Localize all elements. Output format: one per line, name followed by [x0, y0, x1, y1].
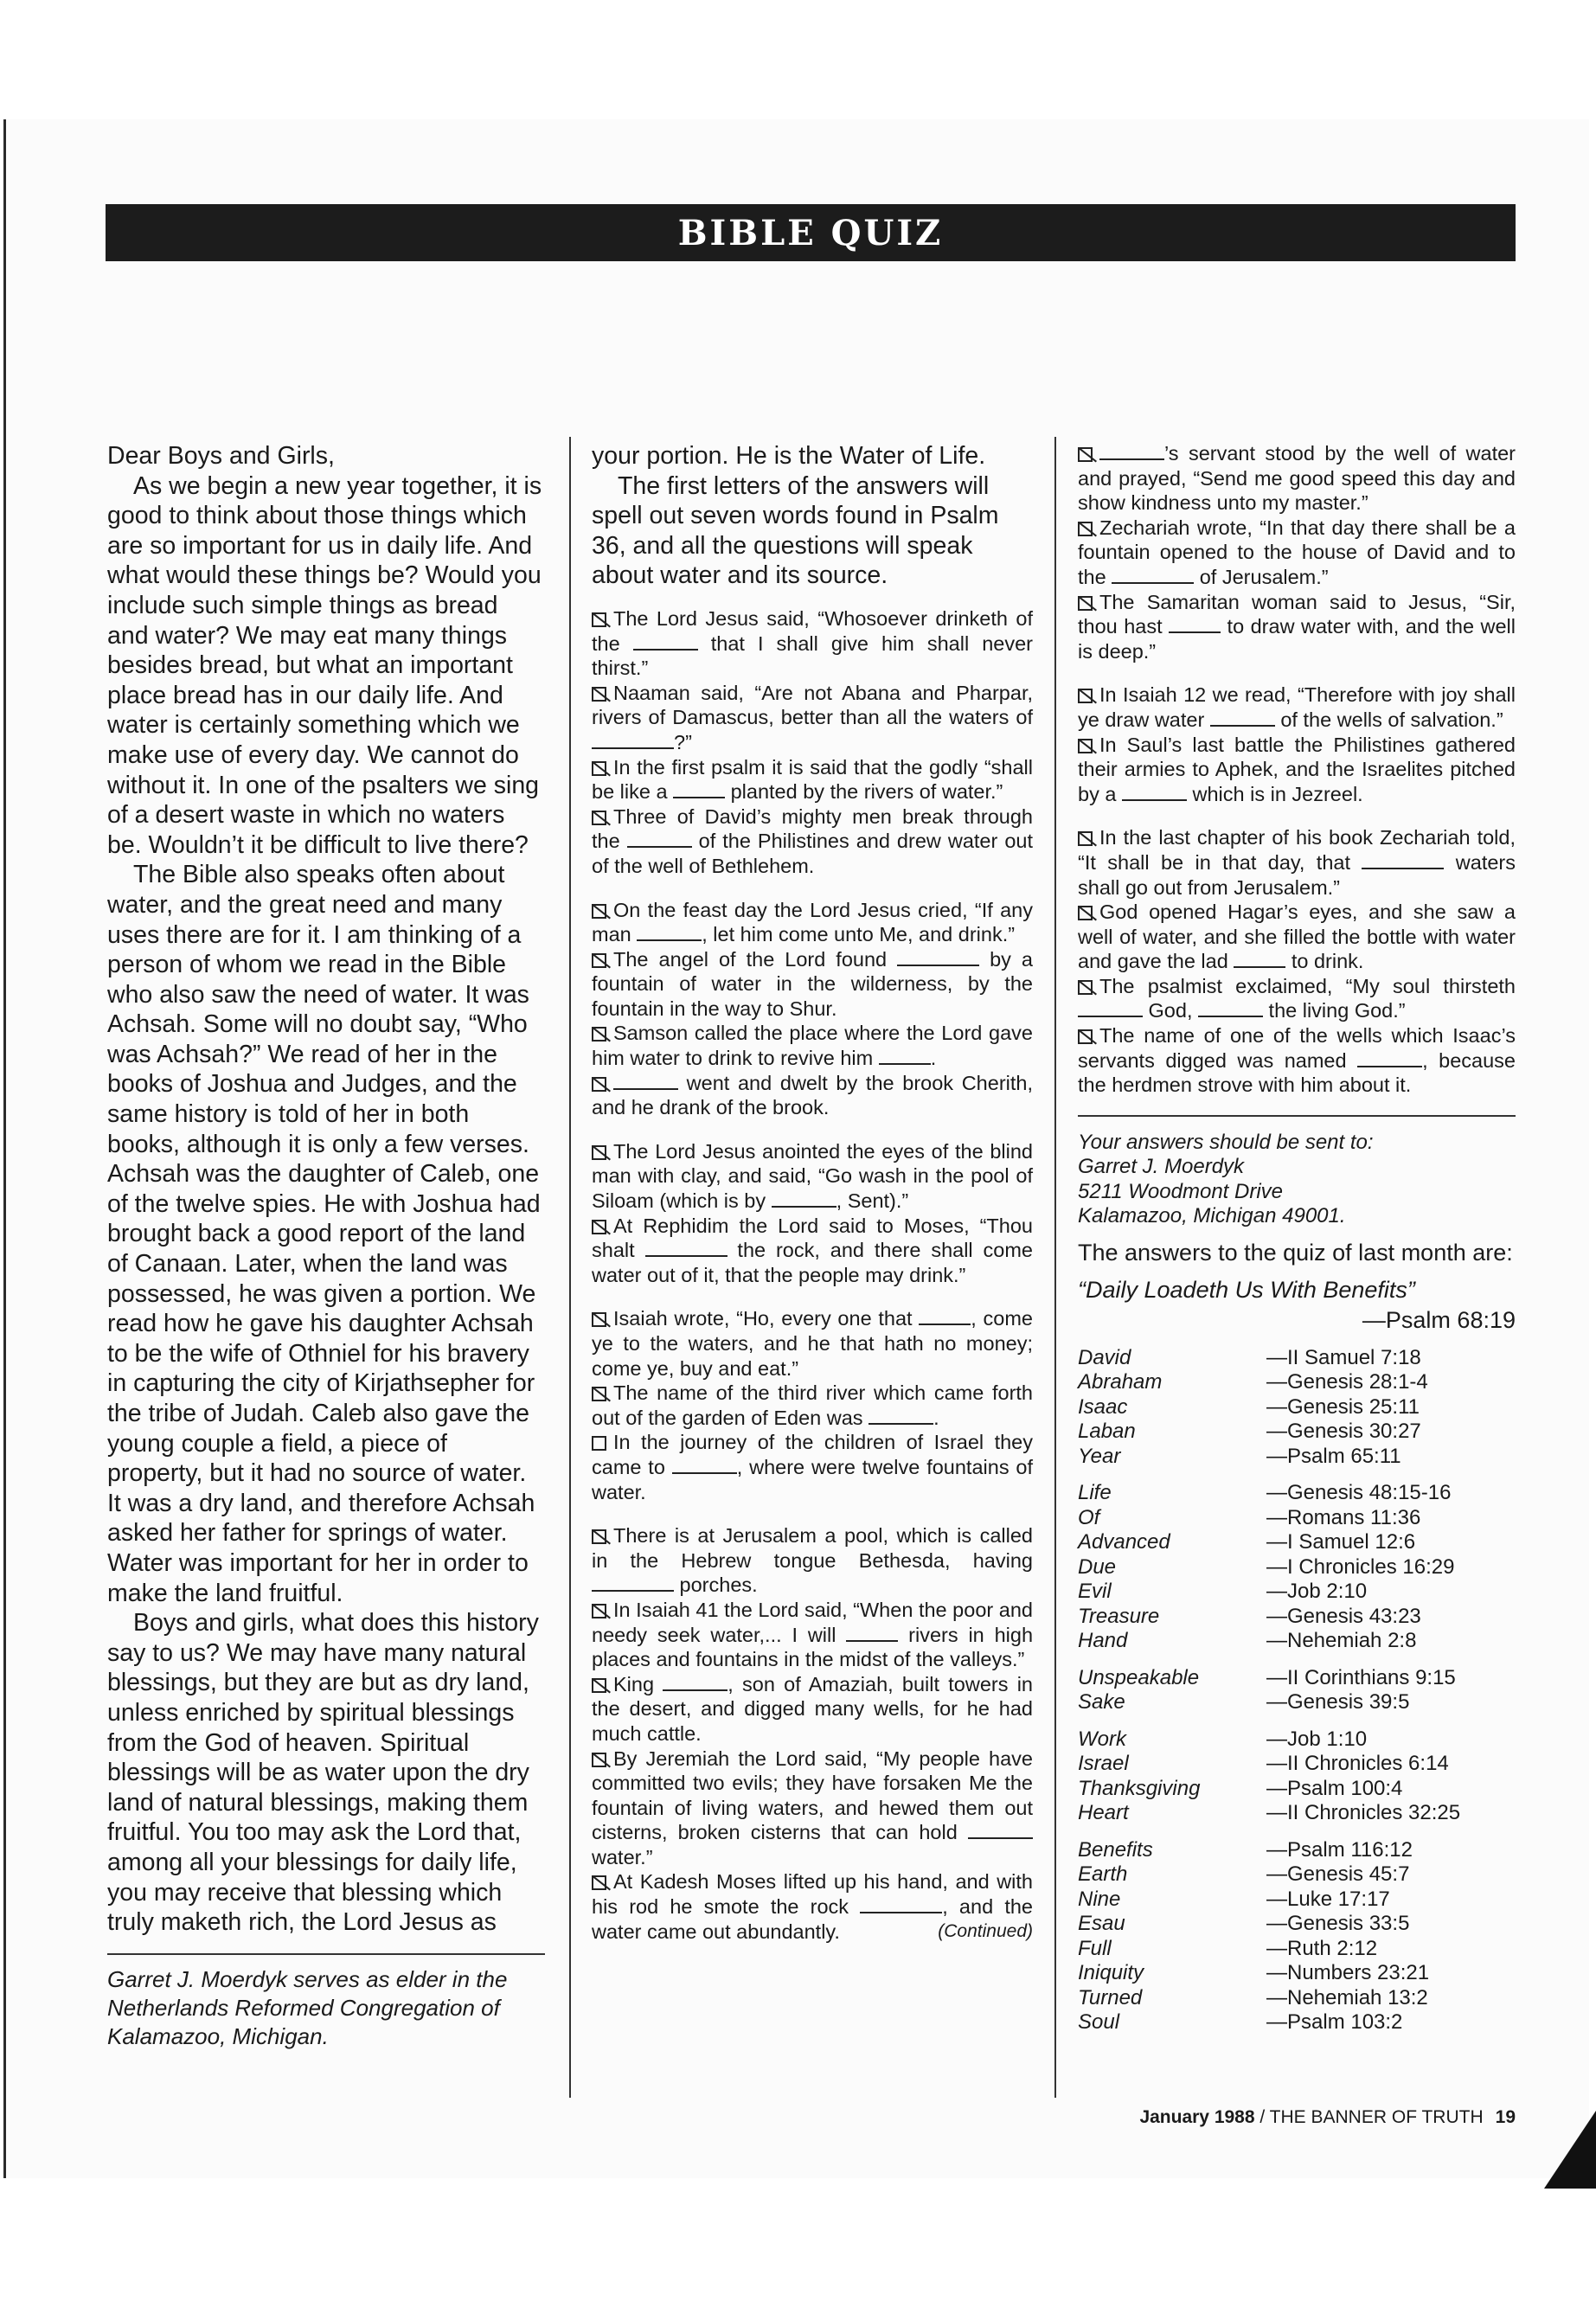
answer-word: Abraham — [1078, 1370, 1163, 1394]
questions-column-3 — [1078, 441, 1516, 2035]
question-text: In the last chapter of his book Zechariah told, “It shall be in that day, that — [1078, 826, 1516, 874]
answer-reference: —Nehemiah 2:8 — [1266, 1629, 1417, 1653]
answer-checkbox[interactable] — [592, 1312, 606, 1327]
answer-reference: —Numbers 23:21 — [1266, 1961, 1430, 1985]
answer-reference: —Psalm 116:12 — [1266, 1837, 1413, 1862]
bio-divider — [107, 1953, 545, 1955]
answer-checkbox[interactable] — [592, 1220, 606, 1234]
answer-word: Work — [1078, 1727, 1126, 1751]
answer-checkbox[interactable] — [592, 1145, 606, 1160]
answer-checkbox[interactable] — [592, 953, 606, 968]
answer-word: Hand — [1078, 1629, 1128, 1653]
question-text: the rock, and there shall come water out of it, that the people may drink.” — [592, 1239, 1033, 1286]
answer-reference: —Genesis 39:5 — [1266, 1690, 1410, 1715]
answer-checkbox[interactable] — [1078, 1029, 1093, 1044]
answer-checkbox[interactable] — [1078, 906, 1093, 920]
quiz-question — [592, 1021, 1033, 1070]
answer-word: Evil — [1078, 1580, 1112, 1604]
letter-paragraph: The Bible also speaks often about water, and the great need and many uses there are for it. I am thinking of a person of whom we read in the Bible who also saw the need of water. It was Achsah. Some will no doubt say, “Who was Achsah?” We read of her in the books of Joshua and Judges, and the same history is told of her in both books, although it is only a few verses. Achsah was the daughter of Caleb, one of the twelve spies. He with Joshua had brought back a good report of the land of Canaan. Later, when the land was possessed, he was given a portion. We read how he gave his daughter Achsah to be the wife of Othniel for his bravery in capturing the city of Kirjathsepher for the tribe of Judah. Caleb also gave the young couple a field, a piece of property, but it had no source of water. It was a dry land, and therefore Achsah asked her father for springs of water. Water was important for her in order to make the land fruitful. — [107, 861, 541, 1607]
question-text: , son of Amaziah, built towers in the desert, and digged many wells, for he had much cattle. — [592, 1672, 1033, 1745]
quiz-instructions: The first letters of the answers will spell out seven words found in Psalm 36, and all the questions will speak about water and its source. — [592, 471, 999, 590]
answer-row — [1078, 1666, 1516, 1691]
quiz-question — [592, 755, 1033, 804]
answer-word: Sake — [1078, 1690, 1125, 1715]
answer-blank[interactable] — [672, 1457, 737, 1474]
quiz-question — [592, 1214, 1033, 1288]
question-text: to draw water with, and the well is deep.” — [1078, 615, 1516, 663]
answer-row — [1078, 1506, 1516, 1531]
answer-row — [1078, 1777, 1516, 1802]
mailing-address — [1078, 1131, 1516, 1229]
answer-blank[interactable] — [673, 781, 725, 798]
answer-row — [1078, 1395, 1516, 1420]
quiz-question — [592, 1523, 1033, 1598]
page-footer — [986, 2107, 1516, 2128]
answer-row — [1078, 1555, 1516, 1580]
answer-group — [1078, 1346, 1516, 1470]
quiz-question — [1078, 825, 1516, 900]
answer-blank[interactable] — [592, 1574, 674, 1592]
question-text: water.” — [592, 1845, 653, 1868]
answer-reference: —Genesis 28:1-4 — [1266, 1370, 1428, 1394]
answer-blank[interactable] — [1234, 951, 1285, 968]
question-text: At Kadesh Moses lifted up his hand, and with his rod he smote the rock — [592, 1870, 1033, 1919]
title-bar — [106, 204, 1516, 261]
letter-paragraph: Boys and girls, what does this history say to us? We may have many natural blessings, but they are but as dry land, unless enriched by spiritual blessings from the God of heaven. Spiritual blessings will be as water upon the dry land of natural blessings, making them fruitful. You too may ask the Lord that, among all your blessings for daily life, you may receive that blessing which truly maketh rich, the Lord Jesus as — [107, 1609, 539, 1937]
question-text: God opened Hagar’s eyes, and she saw a well of water, and she filled the bottle with water and gave the lad — [1078, 901, 1516, 973]
quiz-question — [592, 1869, 1033, 1944]
answer-checkbox[interactable] — [592, 904, 606, 919]
quiz-question — [592, 606, 1033, 681]
answer-blank[interactable] — [1357, 1050, 1422, 1067]
answer-row — [1078, 1580, 1516, 1605]
answer-blank[interactable] — [627, 830, 692, 848]
answer-blank[interactable] — [879, 1048, 931, 1065]
answer-row — [1078, 1838, 1516, 1863]
question-text: of the Philistines and drew water out of the well of Bethlehem. — [592, 830, 1033, 877]
answer-word: Isaac — [1078, 1394, 1128, 1419]
answer-blank[interactable] — [919, 1308, 971, 1325]
question-text: In the first psalm it is said that the godly “shall be like a — [592, 755, 1033, 804]
letter-paragraph: As we begin a new year together, it is good to think about those things which are so important for us in daily life. And what would these things be? Would you include such simple things as bread and water? We may eat many things besides bread, but what an important place bread has in our daily life. And water is certainly something which we make use of every day. We cannot do without it. In one of the psalters we sing of a desert waste in which no waters be. Wouldn’t it be difficult to live there? — [107, 471, 542, 859]
answer-checkbox[interactable] — [592, 761, 606, 776]
quiz-question — [1078, 974, 1516, 1023]
answer-reference: —Psalm 103:2 — [1266, 2010, 1403, 2035]
question-text: to drink. — [1285, 950, 1364, 973]
answer-checkbox[interactable] — [592, 811, 606, 825]
address-line: Kalamazoo, Michigan 49001. — [1078, 1204, 1346, 1228]
question-text: The name of one of the wells which Isaac’s servants digged was named — [1078, 1024, 1516, 1072]
previous-answers-reference: —Psalm 68:19 — [1362, 1306, 1516, 1333]
answer-checkbox[interactable] — [1078, 739, 1093, 753]
answer-reference: —Genesis 25:11 — [1266, 1394, 1420, 1419]
question-text: , Sent).” — [836, 1189, 909, 1213]
answer-reference: —Genesis 30:27 — [1266, 1420, 1421, 1444]
quiz-question — [1078, 441, 1516, 516]
answer-checkbox[interactable] — [592, 1436, 606, 1451]
address-line: 5211 Woodmont Drive — [1078, 1179, 1283, 1203]
answer-word: Thanksgiving — [1078, 1776, 1201, 1800]
answer-checkbox[interactable] — [1078, 980, 1093, 995]
answer-reference: —II Chronicles 6:14 — [1266, 1752, 1449, 1776]
answer-row — [1078, 1961, 1516, 1986]
quiz-question — [592, 1071, 1033, 1120]
column-divider — [569, 437, 571, 2098]
question-list — [1078, 441, 1516, 1098]
question-text: Naaman said, “Are not Abana and Pharpar, rivers of Damascus, better than all the waters of — [592, 681, 1033, 729]
answer-checkbox[interactable] — [592, 1027, 606, 1042]
question-text: of Jerusalem.” — [1194, 565, 1329, 588]
page-title: BIBLE QUIZ — [677, 212, 944, 253]
answer-word: Turned — [1078, 1985, 1143, 2009]
answer-reference: —Psalm 65:11 — [1266, 1444, 1401, 1468]
answer-blank[interactable] — [645, 1240, 727, 1257]
answer-checkbox[interactable] — [1078, 596, 1093, 611]
question-text: planted by the rivers of water.” — [725, 780, 1003, 804]
column-divider — [1054, 437, 1056, 2098]
section-divider — [1078, 1115, 1516, 1117]
question-text: which is in Jezreel. — [1186, 782, 1363, 805]
answer-row — [1078, 1888, 1516, 1913]
footer-date: January 1988 — [1139, 2107, 1255, 2127]
answer-word: Advanced — [1078, 1530, 1170, 1554]
quiz-question — [592, 947, 1033, 1022]
continued-label: (Continued) — [938, 1920, 1033, 1941]
answer-row — [1078, 1481, 1516, 1506]
answer-checkbox[interactable] — [592, 1604, 606, 1618]
answer-checkbox[interactable] — [592, 1875, 606, 1890]
answer-table — [1078, 1346, 1516, 2035]
question-text: In the journey of the children of Israel they came to — [592, 1431, 1033, 1478]
answer-group — [1078, 1838, 1516, 2035]
answer-word: Esau — [1078, 1912, 1125, 1936]
previous-answers-quote: “Daily Loadeth Us With Benefits” — [1078, 1276, 1415, 1303]
quiz-question — [592, 804, 1033, 879]
answer-row — [1078, 1605, 1516, 1630]
scan-corner — [1544, 2111, 1596, 2189]
answer-row — [1078, 1727, 1516, 1753]
quiz-question — [592, 1430, 1033, 1504]
question-text: By Jeremiah the Lord said, “My people have committed two evils; they have forsaken Me the fountain of living waters, and hewed them out cisterns, broken cisterns that can hold — [592, 1747, 1033, 1844]
question-text: , come ye to the waters, and he that hath no money; come ye, buy and eat.” — [592, 1307, 1033, 1380]
answer-word: Heart — [1078, 1801, 1129, 1825]
answer-word: Laban — [1078, 1420, 1136, 1444]
quiz-question — [592, 898, 1033, 947]
answer-row — [1078, 2010, 1516, 2035]
answer-blank[interactable] — [663, 1674, 727, 1691]
answer-checkbox[interactable] — [592, 1387, 606, 1401]
letter-column — [107, 441, 545, 2051]
answer-reference: —Ruth 2:12 — [1266, 1936, 1378, 1960]
answer-word: Earth — [1078, 1862, 1128, 1887]
answer-row — [1078, 1420, 1516, 1445]
author-bio: Garret J. Moerdyk serves as elder in the Netherlands Reformed Congregation of Kalamazoo, Michigan. — [107, 1965, 508, 2049]
question-text: . — [930, 1047, 937, 1070]
question-text: rivers in high places and fountains in the midst of the valleys.” — [592, 1623, 1034, 1671]
question-text: Samson called the place where the Lord gave him water to drink to revive him — [592, 1022, 1033, 1070]
answer-checkbox[interactable] — [1078, 689, 1093, 703]
answer-word: Of — [1078, 1505, 1100, 1529]
answer-group — [1078, 1481, 1516, 1654]
answer-reference: —II Chronicles 32:25 — [1266, 1801, 1461, 1825]
answer-reference: —I Samuel 12:6 — [1266, 1530, 1416, 1554]
question-text: The psalmist exclaimed, “My soul thirsteth — [1099, 974, 1516, 997]
answer-word: Iniquity — [1078, 1961, 1144, 1985]
answer-blank[interactable] — [637, 924, 702, 941]
footer-publication: / THE BANNER OF TRUTH — [1254, 2107, 1484, 2127]
question-text: . — [933, 1406, 939, 1429]
question-text: that I shall give him shall never thirst.” — [592, 631, 1034, 680]
previous-answers-label: The answers to the quiz of last month are: — [1078, 1239, 1513, 1266]
question-text: by a fountain of water in the wilderness, by the fountain in the way to Shur. — [592, 947, 1033, 1020]
question-text: ?” — [674, 730, 692, 753]
answer-row — [1078, 1752, 1516, 1777]
answer-blank[interactable] — [633, 633, 698, 651]
question-list — [592, 606, 1033, 1944]
answer-blank[interactable] — [1099, 443, 1164, 460]
question-text: went and dwelt by the brook Cherith, and he drank of the brook. — [592, 1071, 1033, 1119]
answer-blank[interactable] — [846, 1625, 898, 1642]
question-text: , because the herdmen strove with him about it. — [1078, 1048, 1516, 1097]
question-text: There is at Jerusalem a pool, which is called in the Hebrew tongue Bethesda, having — [592, 1524, 1033, 1572]
quiz-question — [592, 1598, 1033, 1672]
letter-continuation-text: your portion. He is the Water of Life. — [592, 442, 986, 470]
answer-blank[interactable] — [869, 1407, 933, 1425]
answer-reference: —Psalm 100:4 — [1266, 1776, 1403, 1800]
questions-column-2 — [592, 441, 1033, 1944]
question-text: porches. — [674, 1574, 758, 1597]
quiz-question — [1078, 900, 1516, 974]
answer-row — [1078, 1937, 1516, 1962]
answer-reference: —Genesis 33:5 — [1266, 1912, 1410, 1936]
answer-blank[interactable] — [772, 1190, 836, 1208]
answer-reference: —Genesis 43:23 — [1266, 1604, 1421, 1628]
answer-blank[interactable] — [1362, 852, 1444, 869]
answer-word: Year — [1078, 1444, 1121, 1468]
quiz-question — [592, 1306, 1033, 1381]
answer-word: Life — [1078, 1481, 1112, 1505]
answer-row — [1078, 1370, 1516, 1395]
quiz-question — [592, 1747, 1033, 1870]
question-text: The Samaritan woman said to Jesus, “Sir, thou hast — [1078, 590, 1516, 638]
page-number: 19 — [1495, 2107, 1516, 2127]
question-text: Zechariah wrote, “In that day there shall be a fountain opened to the house of David and to the — [1078, 516, 1516, 588]
quiz-question — [1078, 516, 1516, 590]
answer-row — [1078, 1346, 1516, 1371]
question-text: Isaiah wrote, “Ho, every one that — [613, 1307, 920, 1330]
answer-blank[interactable] — [592, 732, 674, 749]
answer-blank[interactable] — [613, 1073, 678, 1090]
salutation: Dear Boys and Girls, — [107, 442, 335, 470]
quiz-question — [592, 1381, 1033, 1430]
quiz-question — [592, 681, 1033, 755]
answer-blank[interactable] — [1078, 1000, 1143, 1017]
question-text: of the wells of salvation.” — [1274, 708, 1503, 731]
answer-word: Benefits — [1078, 1837, 1153, 1862]
quiz-question — [1078, 683, 1516, 732]
answer-checkbox[interactable] — [1078, 831, 1093, 846]
answer-blank[interactable] — [1210, 709, 1275, 727]
answer-checkbox[interactable] — [592, 612, 606, 627]
quiz-question — [1078, 590, 1516, 664]
question-text: King — [613, 1672, 663, 1695]
answer-checkbox[interactable] — [592, 1678, 606, 1693]
answer-checkbox[interactable] — [592, 1753, 606, 1767]
answer-row — [1078, 1912, 1516, 1937]
answer-blank[interactable] — [968, 1822, 1033, 1839]
address-line: Garret J. Moerdyk — [1078, 1155, 1245, 1179]
address-label: Your answers should be sent to: — [1078, 1130, 1374, 1154]
question-text: The Lord Jesus anointed the eyes of the blind man with clay, and said, “Go wash in the pool of Siloam (which is by — [592, 1139, 1033, 1213]
question-text: The angel of the Lord found — [613, 947, 898, 971]
quiz-question — [592, 1139, 1033, 1214]
answer-reference: —Genesis 48:15-16 — [1266, 1481, 1452, 1505]
question-text: The Lord Jesus said, “Whosoever drinketh of the — [592, 606, 1033, 655]
question-text: waters shall go out from Jerusalem.” — [1078, 850, 1516, 899]
answer-blank[interactable] — [1198, 1000, 1263, 1017]
answer-reference: —Romans 11:36 — [1266, 1505, 1421, 1529]
question-text: At Rephidim the Lord said to Moses, “Thou shalt — [592, 1214, 1033, 1262]
answer-row — [1078, 1801, 1516, 1826]
answer-word: Due — [1078, 1554, 1117, 1579]
answer-blank[interactable] — [1169, 616, 1221, 633]
answer-word: Nine — [1078, 1887, 1121, 1911]
question-text: In Saul’s last battle the Philistines gathered their armies to Aphek, and the Israelites pitched by a — [1078, 733, 1516, 805]
answer-reference: —II Corinthians 9:15 — [1266, 1665, 1456, 1689]
answer-row — [1078, 1862, 1516, 1888]
answer-word: Full — [1078, 1936, 1112, 1960]
question-text: ’s servant stood by the well of water and prayed, “Send me good speed this day and show kindness unto my master.” — [1078, 442, 1516, 515]
answer-reference: —I Chronicles 16:29 — [1266, 1554, 1455, 1579]
question-text: God, — [1143, 999, 1199, 1022]
answer-reference: —II Samuel 7:18 — [1266, 1345, 1421, 1369]
answer-group — [1078, 1666, 1516, 1715]
answer-checkbox[interactable] — [592, 1529, 606, 1544]
question-text: On the feast day the Lord Jesus cried, “If any man — [592, 898, 1033, 946]
question-text: In Isaiah 12 we read, “Therefore with joy shall ye draw water — [1078, 683, 1516, 731]
answer-reference: —Job 1:10 — [1266, 1727, 1368, 1751]
answer-group — [1078, 1727, 1516, 1826]
question-text: The name of the third river which came forth out of the garden of Eden was — [592, 1381, 1033, 1429]
answer-word: Soul — [1078, 2010, 1120, 2035]
answer-row — [1078, 1986, 1516, 2011]
question-text: , and the water came out abundantly. — [592, 1895, 1033, 1943]
answer-reference: —Genesis 45:7 — [1266, 1862, 1410, 1887]
question-text: the living God.” — [1263, 999, 1406, 1022]
answer-row — [1078, 1530, 1516, 1555]
answer-word: David — [1078, 1345, 1131, 1369]
answer-blank[interactable] — [860, 1896, 942, 1913]
answer-checkbox[interactable] — [592, 1077, 606, 1092]
answer-reference: —Nehemiah 13:2 — [1266, 1985, 1428, 2009]
answer-word: Israel — [1078, 1752, 1129, 1776]
letter-continuation — [592, 441, 1033, 591]
answer-word: Unspeakable — [1078, 1665, 1200, 1689]
answer-checkbox[interactable] — [592, 687, 606, 702]
question-text: , where were twelve fountains of water. — [592, 1455, 1034, 1503]
answer-reference: —Job 2:10 — [1266, 1580, 1368, 1604]
answer-row — [1078, 1690, 1516, 1715]
question-text: Three of David’s mighty men break through the — [592, 804, 1033, 853]
answer-checkbox[interactable] — [1078, 522, 1093, 536]
quiz-question — [592, 1672, 1033, 1747]
answer-blank[interactable] — [1122, 784, 1187, 801]
question-text: In Isaiah 41 the Lord said, “When the poor and needy seek water,... I will — [592, 1598, 1033, 1646]
answer-checkbox[interactable] — [1078, 447, 1093, 462]
answer-blank[interactable] — [1112, 567, 1194, 584]
answer-row — [1078, 1445, 1516, 1470]
answer-blank[interactable] — [897, 949, 979, 966]
answer-row — [1078, 1629, 1516, 1654]
answer-reference: —Luke 17:17 — [1266, 1887, 1390, 1911]
answer-word: Treasure — [1078, 1604, 1160, 1628]
question-text: , let him come unto Me, and drink.” — [702, 923, 1016, 946]
quiz-question — [1078, 1023, 1516, 1098]
quiz-question — [1078, 733, 1516, 807]
